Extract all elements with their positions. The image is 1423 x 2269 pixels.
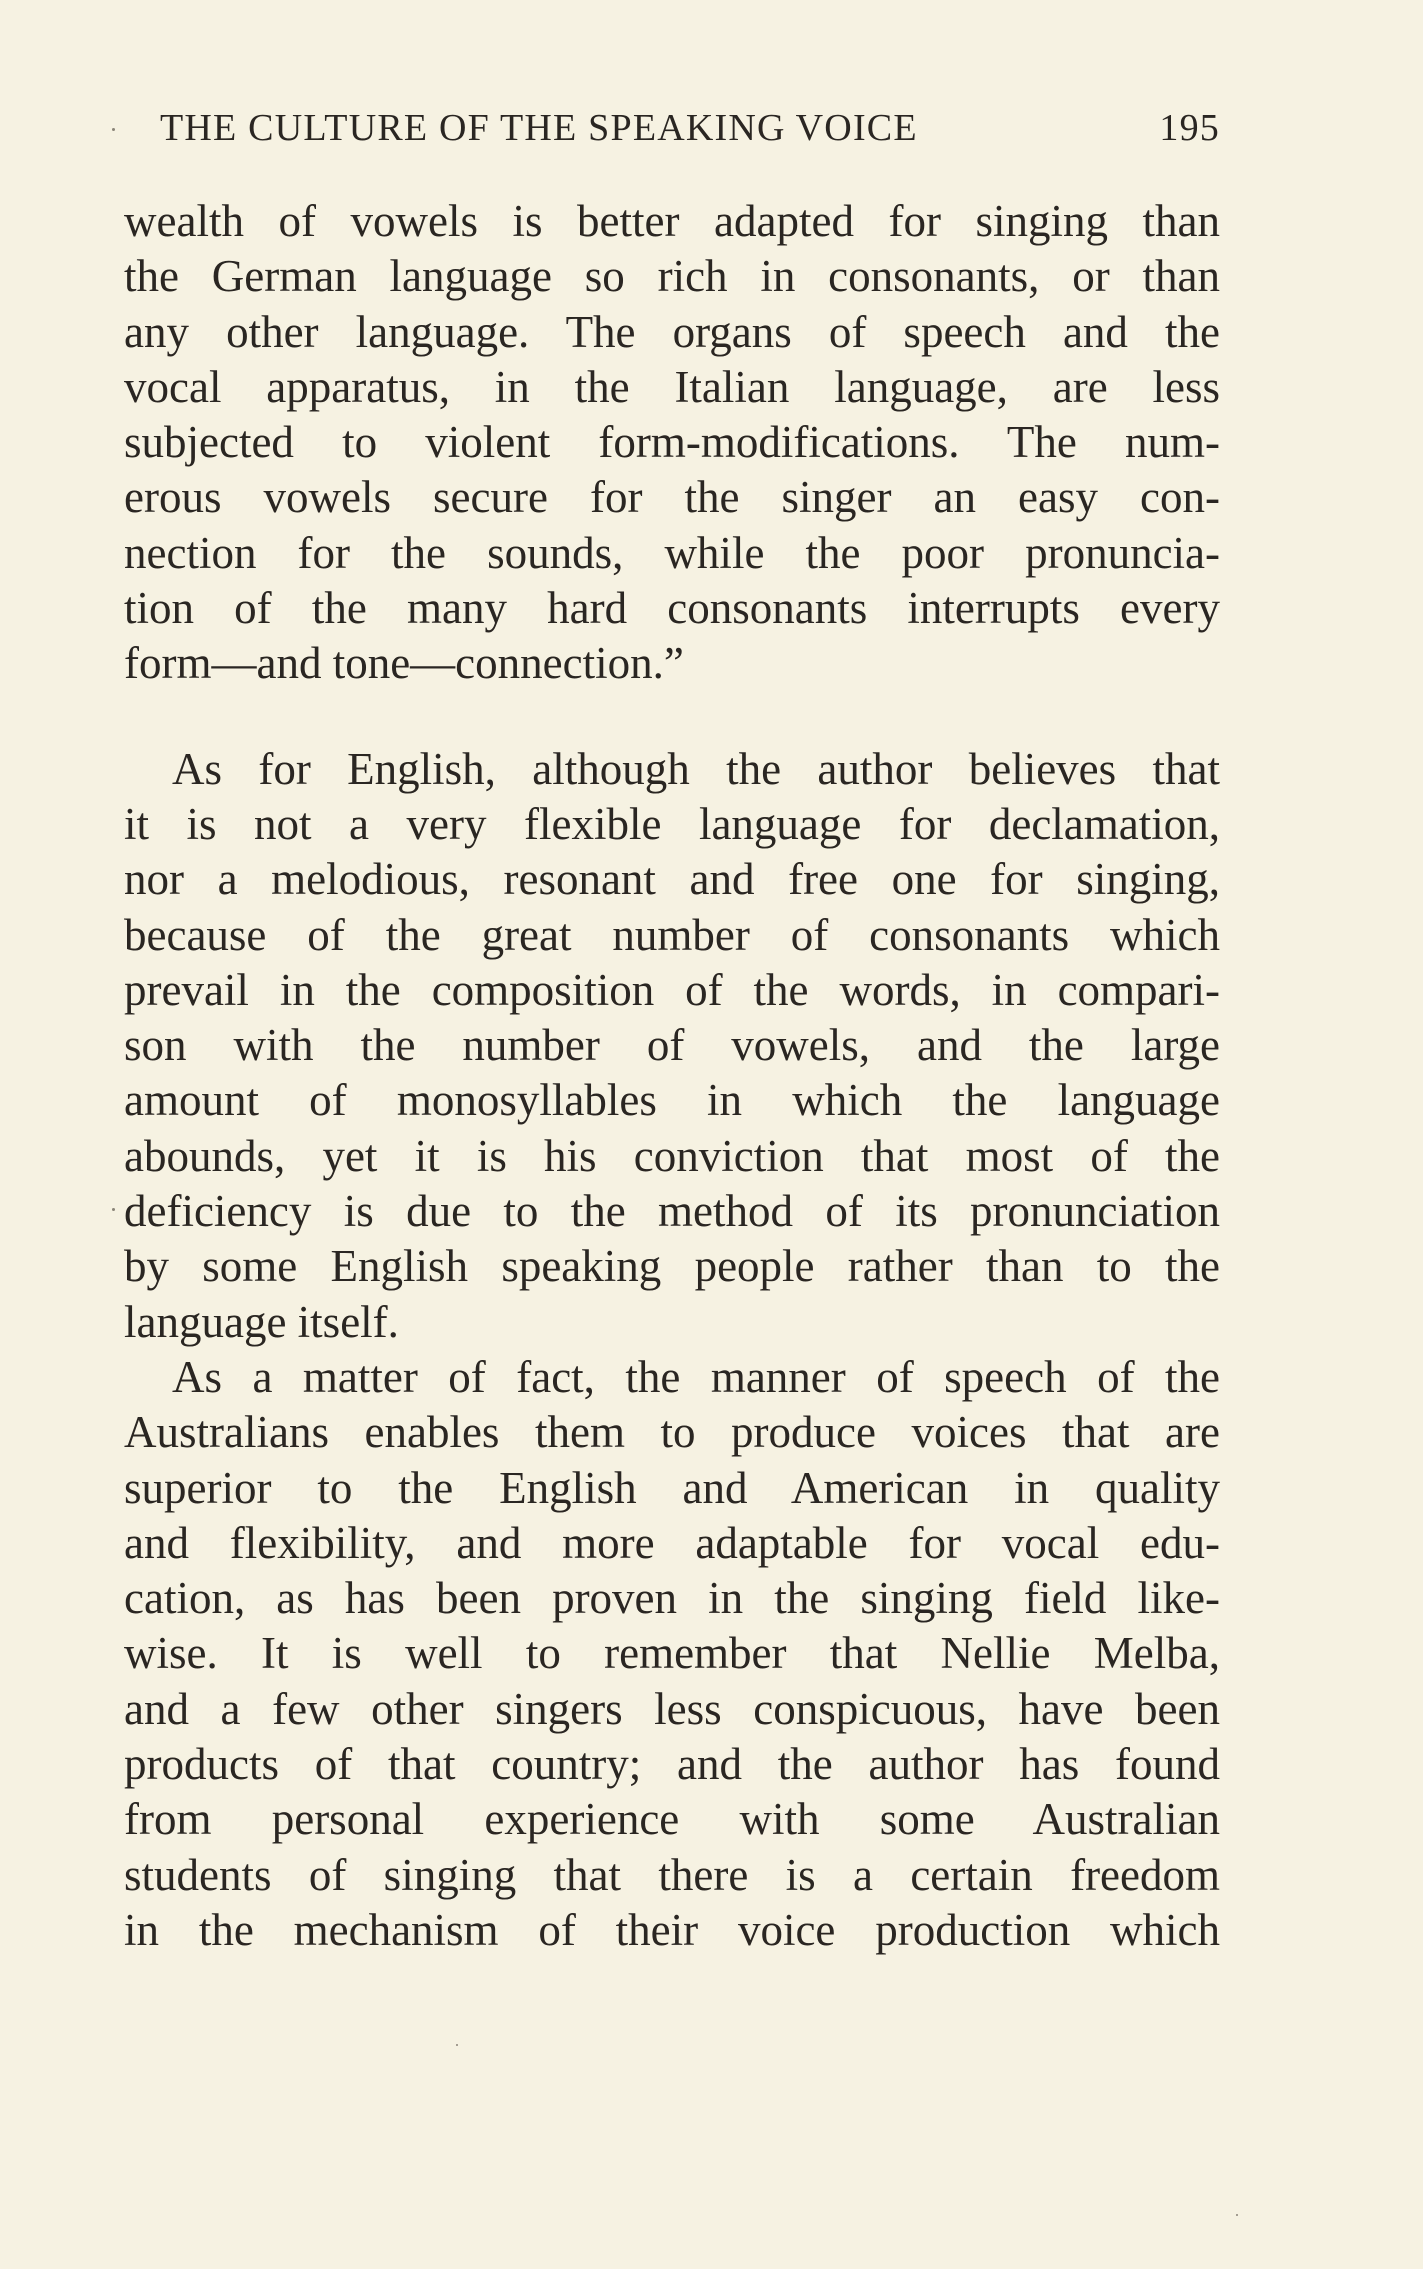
paper-speck bbox=[1236, 2214, 1238, 2216]
text-line: in the mechanism of their voice production which bbox=[124, 1904, 1220, 1955]
text-line: any other language. The organs of speech and the bbox=[124, 306, 1220, 357]
text-line: wealth of vowels is better adapted for singing than bbox=[124, 196, 1220, 246]
text-line: son with the number of vowels, and the large bbox=[124, 1020, 1220, 1071]
text-line: As for English, although the author believes that bbox=[172, 743, 1220, 794]
text-line: form—and tone—connection.” bbox=[124, 638, 684, 689]
text-line: deficiency is due to the method of its pronunciation bbox=[124, 1186, 1220, 1237]
text-line: tion of the many hard consonants interrupts every bbox=[124, 583, 1220, 634]
text-line: As a matter of fact, the manner of speech of the bbox=[172, 1351, 1220, 1402]
text-line: subjected to violent form-modifications. The num- bbox=[124, 417, 1220, 468]
text-line: and a few other singers less conspicuous, have been bbox=[124, 1683, 1220, 1734]
text-line: erous vowels secure for the singer an easy con- bbox=[124, 472, 1220, 523]
text-line: and flexibility, and more adaptable for vocal edu- bbox=[124, 1517, 1220, 1568]
text-line: it is not a very flexible language for declamation, bbox=[124, 798, 1220, 849]
text-line: because of the great number of consonants which bbox=[124, 909, 1220, 960]
text-line: the German language so rich in consonants, or than bbox=[124, 251, 1220, 302]
body-text bbox=[124, 194, 1220, 1958]
text-line: wise. It is well to remember that Nellie Melba, bbox=[124, 1628, 1220, 1679]
text-line: products of that country; and the author has found bbox=[124, 1739, 1220, 1790]
paper-speck bbox=[112, 128, 115, 131]
paragraph-gap bbox=[124, 692, 1220, 742]
paper-speck bbox=[456, 2044, 458, 2046]
text-line: prevail in the composition of the words, in compari- bbox=[124, 964, 1220, 1015]
text-line: abounds, yet it is his conviction that most of the bbox=[124, 1130, 1220, 1181]
paragraph-3 bbox=[124, 1350, 1220, 1958]
paper-speck bbox=[112, 1208, 115, 1211]
text-line: superior to the English and American in quality bbox=[124, 1462, 1220, 1513]
paragraph-1 bbox=[124, 194, 1220, 692]
page-number: 195 bbox=[1159, 107, 1220, 149]
text-line: nor a melodious, resonant and free one for singing, bbox=[124, 854, 1220, 905]
text-line: students of singing that there is a certain freedom bbox=[124, 1849, 1220, 1900]
running-head bbox=[160, 98, 1220, 158]
running-title: THE CULTURE OF THE SPEAKING VOICE bbox=[160, 107, 918, 149]
text-line: Australians enables them to produce voices that are bbox=[124, 1407, 1220, 1458]
text-line: nection for the sounds, while the poor pronuncia- bbox=[124, 527, 1220, 578]
text-line: from personal experience with some Australian bbox=[124, 1794, 1220, 1845]
text-line: language itself. bbox=[124, 1296, 399, 1347]
text-line: amount of monosyllables in which the language bbox=[124, 1075, 1220, 1126]
text-line: cation, as has been proven in the singing field like- bbox=[124, 1573, 1220, 1624]
text-line: by some English speaking people rather than to the bbox=[124, 1241, 1220, 1292]
paragraph-2 bbox=[124, 742, 1220, 1350]
text-line: vocal apparatus, in the Italian language, are less bbox=[124, 361, 1220, 412]
